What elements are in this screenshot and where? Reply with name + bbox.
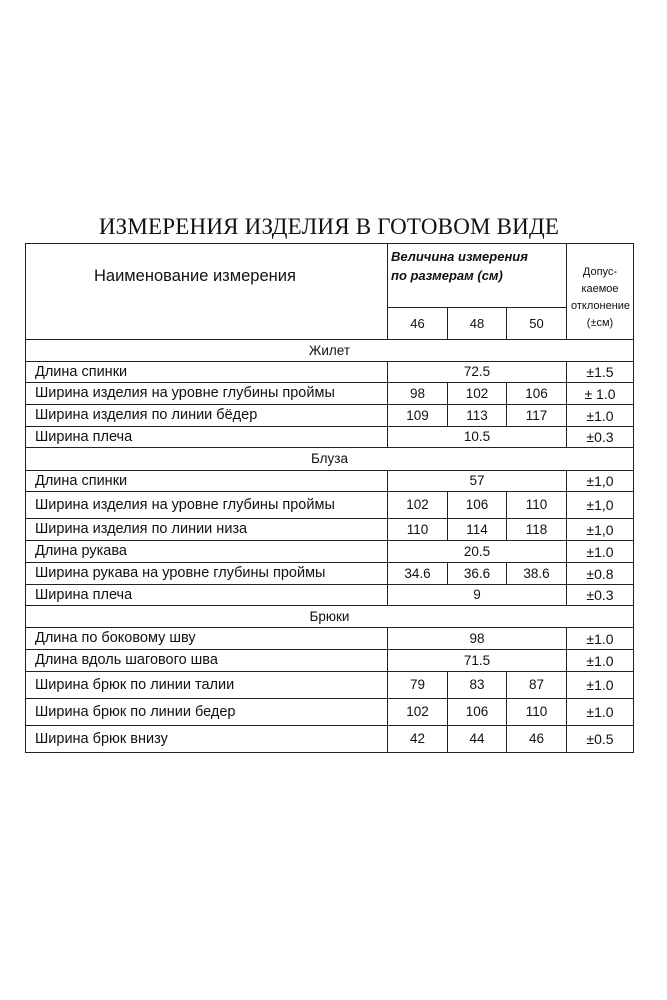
header-value-line1: Величина измерения [391,249,528,264]
size-value: 114 [448,519,507,541]
size-value: 79 [388,672,448,699]
measurement-name: Ширина брюк по линии талии [26,672,388,699]
size-value: 110 [507,699,567,726]
tolerance-value: ±1,0 [567,471,634,492]
measurement-row [26,726,634,753]
measurement-row [26,541,634,563]
size-value: 102 [448,383,507,405]
size-46-header: 46 [388,308,448,340]
size-value: 87 [507,672,567,699]
measurement-name: Ширина изделия на уровне глубины проймы [26,492,388,519]
size-48-header: 48 [448,308,507,340]
measurement-name: Длина по боковому шву [26,628,388,650]
measurement-name: Длина вдоль шагового шва [26,650,388,672]
tolerance-value: ±1,0 [567,519,634,541]
measurement-row [26,585,634,606]
common-value: 71.5 [388,650,567,672]
size-value: 46 [507,726,567,753]
size-value: 83 [448,672,507,699]
measurement-name: Ширина рукава на уровне глубины проймы [26,563,388,585]
measurement-row [26,471,634,492]
measurement-name: Ширина брюк внизу [26,726,388,753]
common-value: 10.5 [388,427,567,448]
size-value: 106 [448,699,507,726]
size-value: 44 [448,726,507,753]
header-name-label: Наименование измерения [94,267,296,285]
size-value: 106 [448,492,507,519]
tolerance-value: ±1.0 [567,650,634,672]
measurement-name: Ширина изделия на уровне глубины проймы [26,383,388,405]
header-tolerance-cell [567,244,634,340]
size-value: 102 [388,492,448,519]
tolerance-value: ±0.8 [567,563,634,585]
tolerance-value: ±1.0 [567,699,634,726]
measurement-name: Длина спинки [26,362,388,383]
tolerance-value: ±0.5 [567,726,634,753]
measurement-name: Длина спинки [26,471,388,492]
measurement-row [26,563,634,585]
section-title: Блуза [26,448,634,471]
measurement-row [26,672,634,699]
common-value: 9 [388,585,567,606]
size-value: 42 [388,726,448,753]
section-title: Брюки [26,606,634,628]
tolerance-value: ±1.0 [567,405,634,427]
header-tol-line1: Допус- [582,266,618,278]
measurement-row [26,492,634,519]
tolerance-value: ±1.0 [567,672,634,699]
size-value: 38.6 [507,563,567,585]
size-value: 34.6 [388,563,448,585]
section-row [26,340,634,362]
measurement-row [26,362,634,383]
size-50-header: 50 [507,308,567,340]
measurement-row [26,699,634,726]
header-row [26,244,634,308]
tolerance-value: ±0.3 [567,427,634,448]
size-value: 118 [507,519,567,541]
measurement-row [26,405,634,427]
measurements-table [25,243,634,753]
measurement-name: Ширина изделия по линии бёдер [26,405,388,427]
tolerance-value: ±1.0 [567,628,634,650]
size-value: 109 [388,405,448,427]
section-title: Жилет [26,340,634,362]
tolerance-value: ±1.0 [567,541,634,563]
size-value: 98 [388,383,448,405]
common-value: 98 [388,628,567,650]
header-value-line2: по размерам (см) [391,267,503,283]
tolerance-value: ±0.3 [567,585,634,606]
size-value: 102 [388,699,448,726]
header-tol-line3: отклонение [571,300,631,313]
section-row [26,606,634,628]
size-value: 110 [388,519,448,541]
measurement-row [26,650,634,672]
measurement-row [26,383,634,405]
header-tol-line2: каемое [581,283,619,296]
measurement-row [26,427,634,448]
size-value: 106 [507,383,567,405]
section-row [26,448,634,471]
header-name-cell [26,244,388,340]
size-value: 117 [507,405,567,427]
measurement-name: Длина рукава [26,541,388,563]
measurement-name: Ширина плеча [26,427,388,448]
common-value: 57 [388,471,567,492]
tolerance-value: ±1,0 [567,492,634,519]
measurement-row [26,628,634,650]
measurement-name: Ширина брюк по линии бедер [26,699,388,726]
header-tol-line4: (±см) [586,317,614,330]
tolerance-value: ±1.5 [567,362,634,383]
header-value-cell [388,244,567,308]
size-value: 113 [448,405,507,427]
measurement-name: Ширина плеча [26,585,388,606]
size-value: 110 [507,492,567,519]
tolerance-value: ± 1.0 [567,383,634,405]
page-title: ИЗМЕРЕНИЯ ИЗДЕЛИЯ В ГОТОВОМ ВИДЕ [98,214,560,239]
measurement-row [26,519,634,541]
measurement-name: Ширина изделия по линии низа [26,519,388,541]
common-value: 20.5 [388,541,567,563]
size-value: 36.6 [448,563,507,585]
common-value: 72.5 [388,362,567,383]
